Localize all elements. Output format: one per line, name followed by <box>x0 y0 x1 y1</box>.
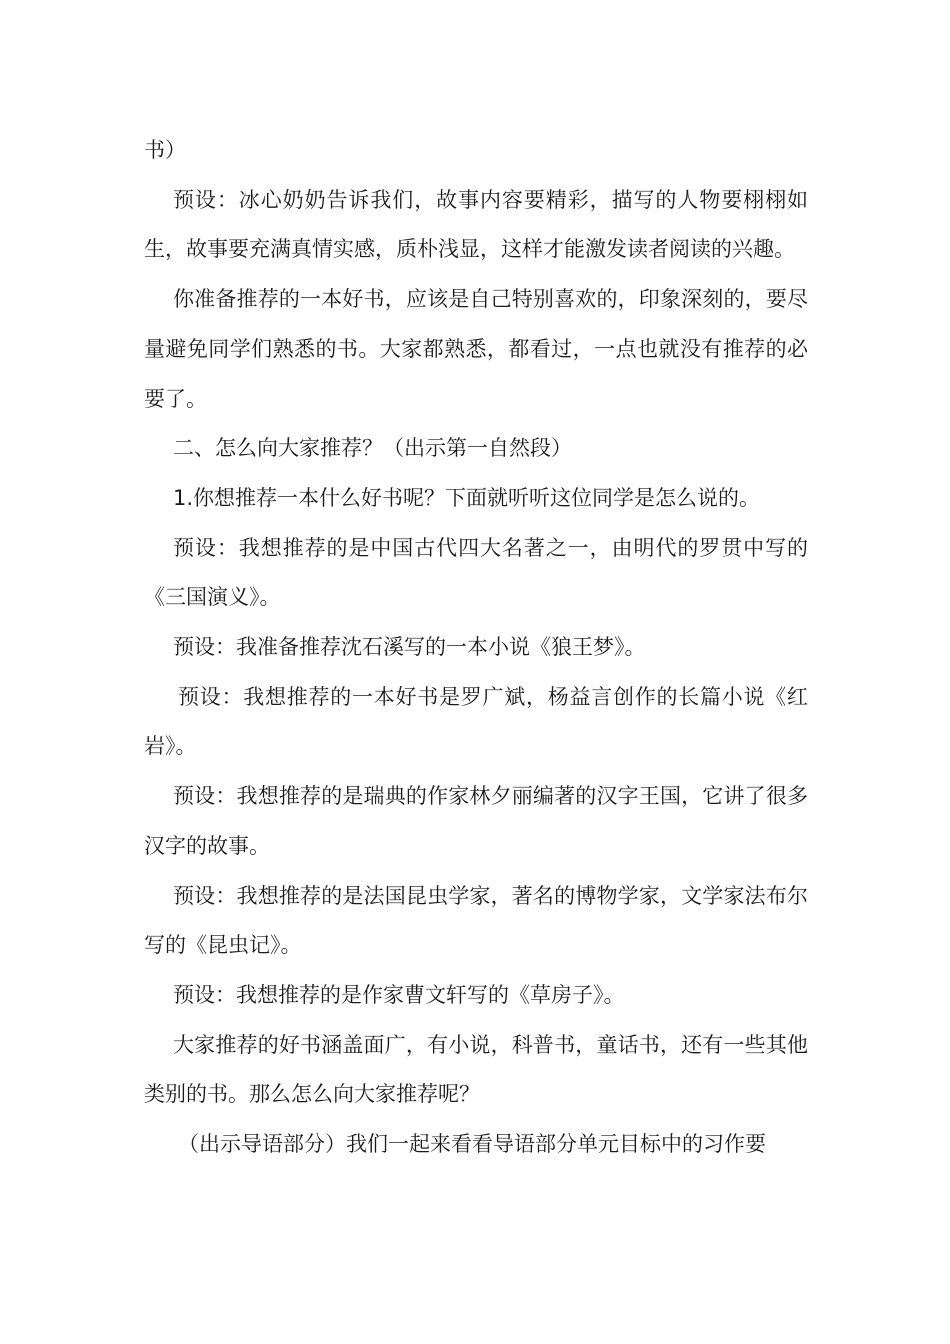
paragraph-summary: 大家推荐的好书涵盖面广，有小说，科普书，童话书，还有一些其他类别的书。那么怎么向大家推荐呢？ <box>144 1032 808 1107</box>
paragraph-question-1: 1.你想推荐一本什么好书呢？下面就听听这位同学是怎么说的。 <box>173 485 761 510</box>
paragraph-preset-hanzi: 预设：我想推荐的是瑞典的作家林夕丽编著的汉字王国，它讲了很多汉字的故事。 <box>144 784 808 858</box>
paragraph-preset-langwangmeng: 预设：我准备推荐沈石溪写的一本小说《狼王梦》。 <box>173 635 646 660</box>
document-body <box>144 126 808 1170</box>
paragraph-preset-kunchongji: 预设：我想推荐的是法国昆虫学家，著名的博物学家，文学家法布尔写的《昆虫记》。 <box>144 883 808 958</box>
paragraph-preset-sanguo: 预设：我想推荐的是中国古代四大名著之一，由明代的罗贯中写的《三国演义》。 <box>144 535 808 610</box>
paragraph-continuation: 书） <box>144 138 186 162</box>
paragraph-intro-guide: （出示导语部分）我们一起来看看导语部分单元目标中的习作要 <box>178 1132 766 1157</box>
paragraph-preset-hongyan: 预设：我想推荐的一本好书是罗广斌，杨益言创作的长篇小说《红岩》。 <box>144 684 808 759</box>
paragraph-preset-caofangzi: 预设：我想推荐的是作家曹文轩写的《草房子》。 <box>173 982 625 1007</box>
paragraph-preset-bingxin: 预设：冰心奶奶告诉我们，故事内容要精彩，描写的人物要栩栩如生，故事要充满真情实感，质朴浅显，这样才能激发读者阅读的兴趣。 <box>144 187 808 262</box>
paragraph-recommend-choice: 你准备推荐的一本好书，应该是自己特别喜欢的，印象深刻的，要尽量避免同学们熟悉的书。大家都熟悉，都看过，一点也就没有推荐的必要了。 <box>144 287 808 411</box>
section-heading-how-to-recommend: 二、怎么向大家推荐？（出示第一自然段） <box>173 436 572 461</box>
